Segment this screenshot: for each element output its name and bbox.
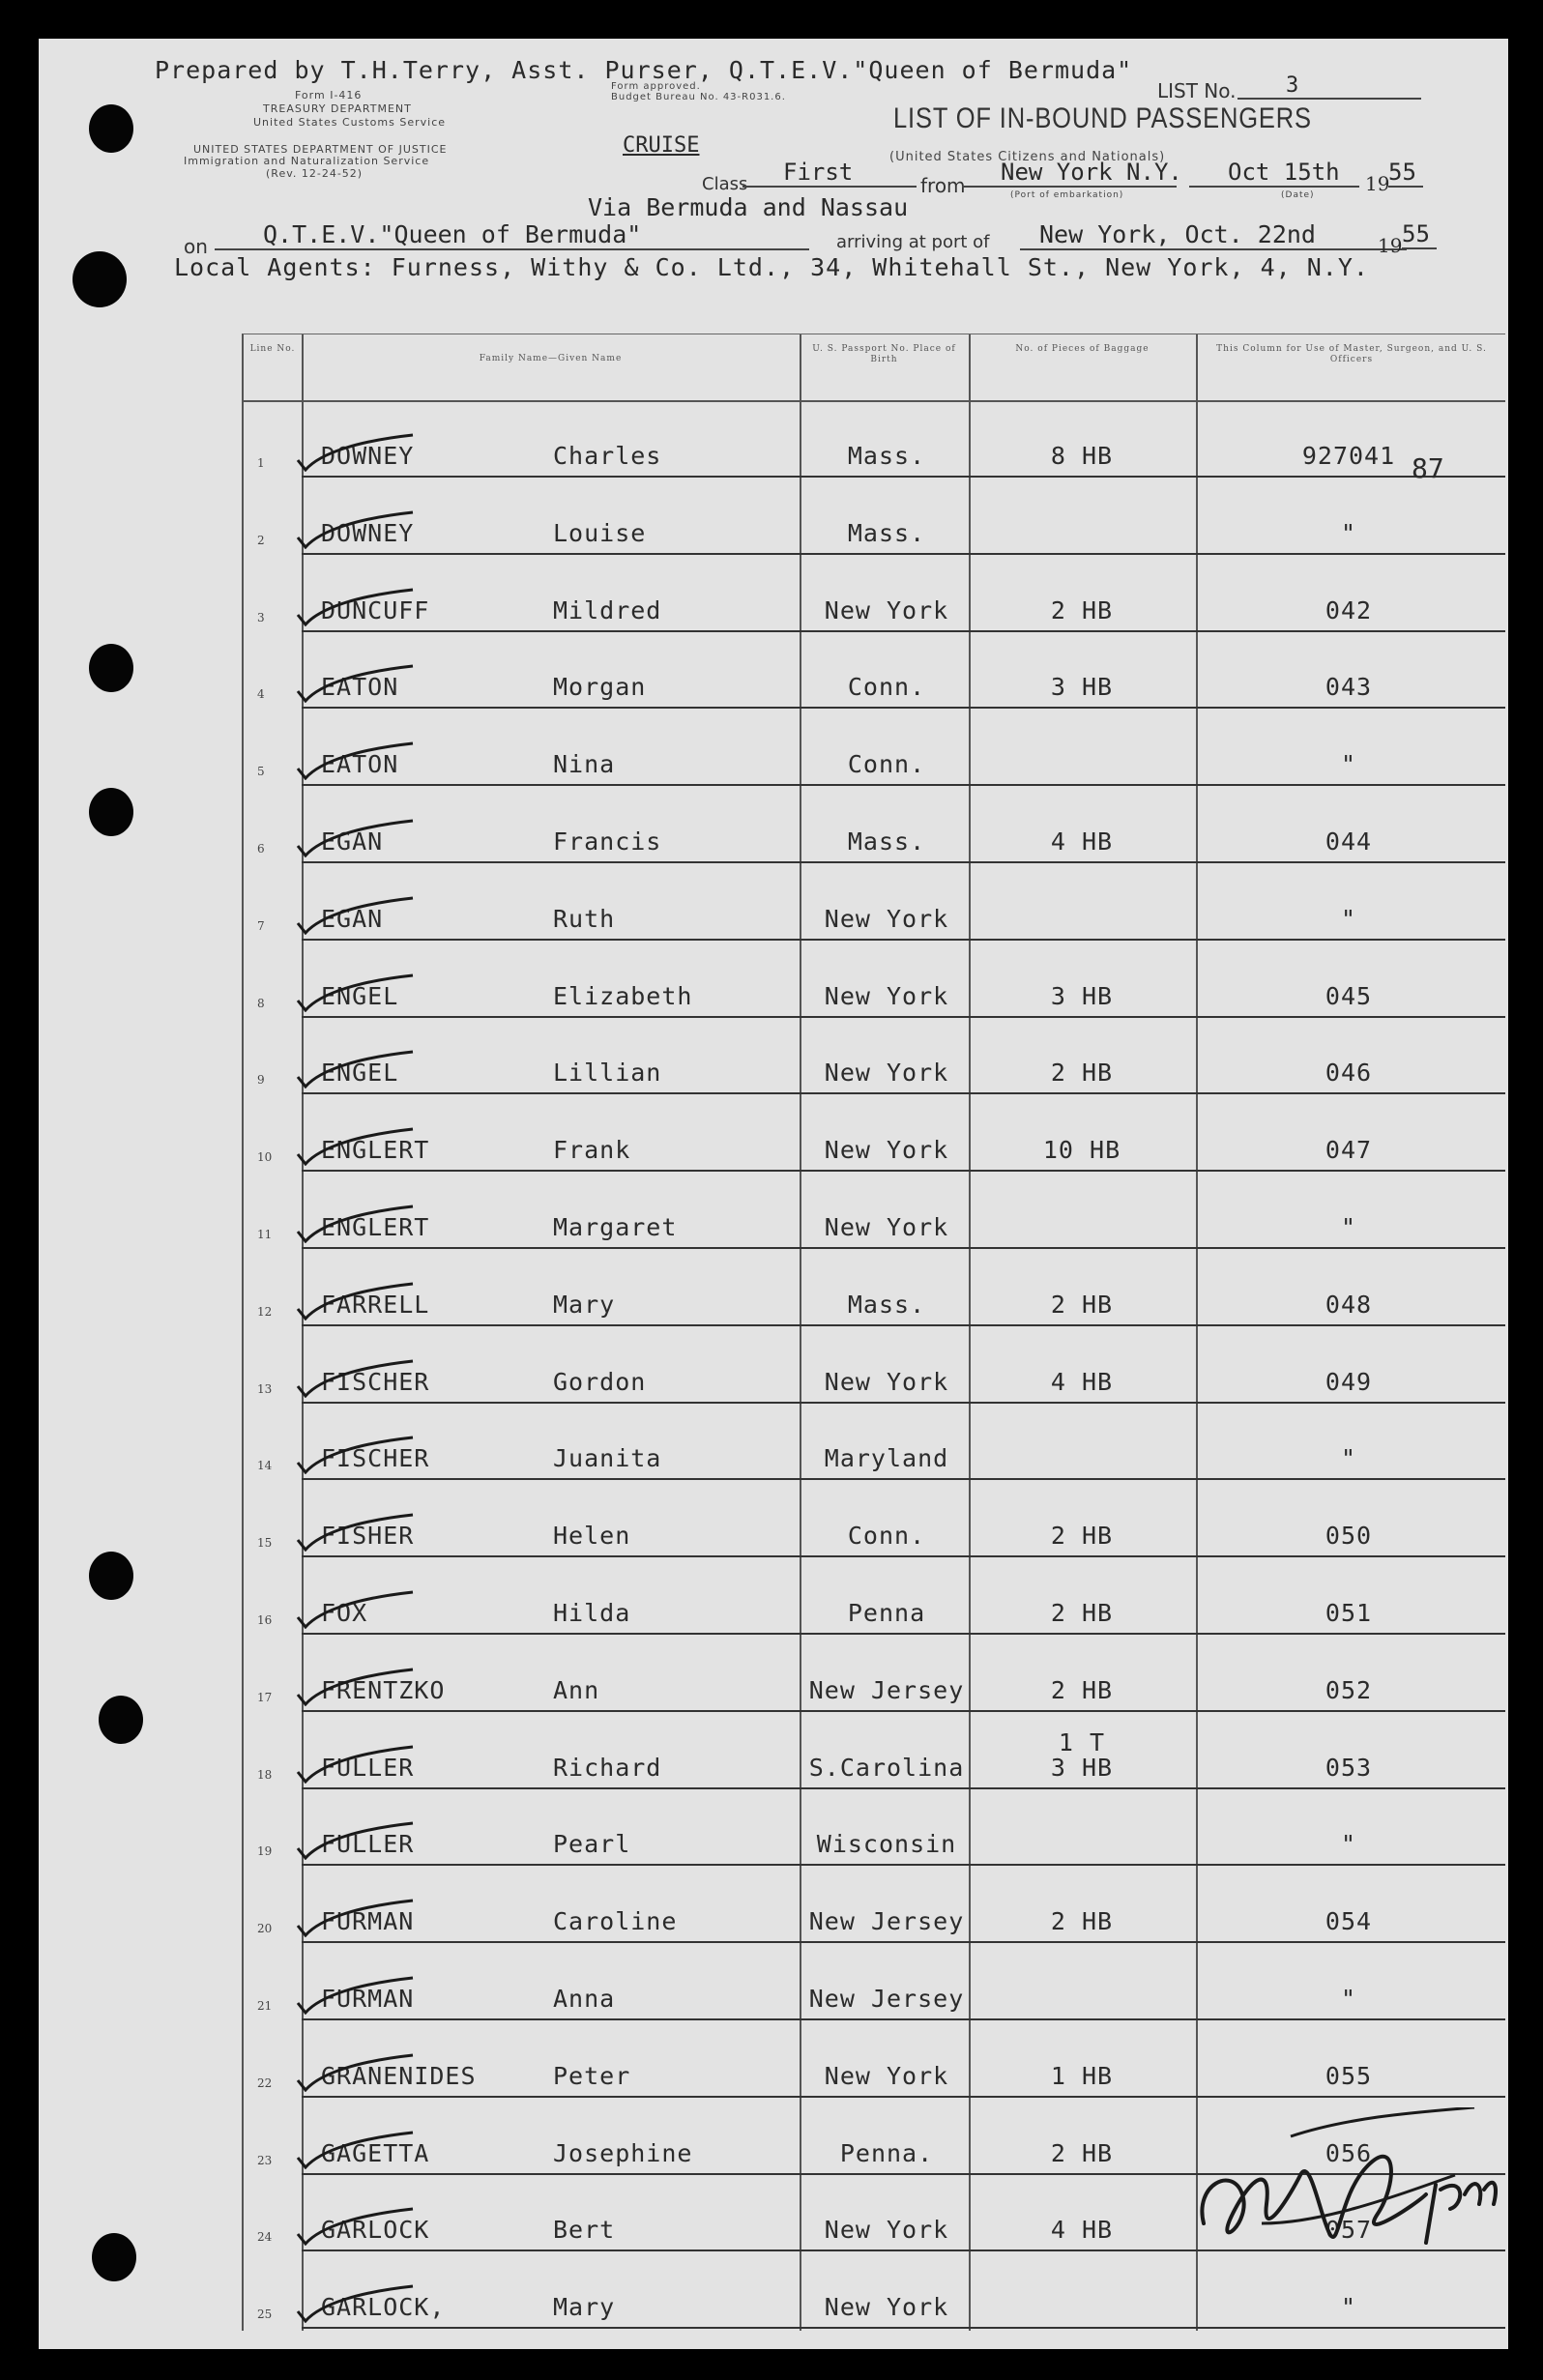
- check-mark-icon: [292, 1513, 418, 1552]
- arrival-port: New York, Oct. 22nd: [1020, 220, 1407, 250]
- family-name: FURMAN: [321, 1985, 415, 2013]
- family-name: ENGLERT: [321, 1213, 430, 1241]
- given-name: Mary: [553, 2293, 616, 2322]
- table-row: [244, 478, 1505, 555]
- officer-number: ": [1340, 1213, 1357, 1241]
- officer-number: 045: [1325, 981, 1373, 1010]
- family-name: EGAN: [321, 827, 384, 856]
- given-name: Peter: [553, 2061, 631, 2090]
- line-number: 24: [257, 2230, 273, 2245]
- given-name: Frank: [553, 1136, 631, 1165]
- check-mark-icon: [292, 1668, 418, 1706]
- baggage-count: 2 HB: [1050, 1290, 1114, 1319]
- officer-number: 048: [1325, 1290, 1373, 1319]
- check-mark-icon: [292, 973, 418, 1012]
- given-name: Juanita: [553, 1444, 662, 1473]
- line-number: 25: [257, 2307, 273, 2322]
- check-mark-icon: [292, 2053, 418, 2092]
- family-name: GARLOCK: [321, 2216, 430, 2245]
- punch-hole: [99, 1696, 143, 1744]
- given-name: Helen: [553, 1522, 631, 1551]
- given-name: Morgan: [553, 673, 647, 702]
- place-of-birth: New Jersey: [808, 1907, 965, 1936]
- line-number: 6: [257, 842, 265, 856]
- check-mark-icon: [292, 741, 418, 780]
- officer-number: ": [1340, 904, 1357, 933]
- form-approved: Form approved.: [611, 81, 701, 92]
- baggage-count: 3 HB: [1050, 673, 1114, 702]
- line-number: 3: [257, 610, 265, 624]
- family-name: ENGEL: [321, 981, 399, 1010]
- check-mark-icon: [292, 1359, 418, 1398]
- form-number: Form I-416: [295, 89, 363, 102]
- check-mark-icon: [292, 1976, 418, 2015]
- officer-number: 054: [1325, 1907, 1373, 1936]
- place-of-birth: New York: [824, 1136, 949, 1165]
- family-name: GRANENIDES: [321, 2061, 477, 2090]
- table-row: [244, 1172, 1505, 1249]
- place-of-birth: Penna: [847, 1599, 926, 1627]
- baggage-count: 4 HB: [1050, 1367, 1114, 1396]
- table-row: [244, 786, 1505, 863]
- place-of-birth: Wisconsin: [816, 1830, 957, 1859]
- table-row: [244, 631, 1505, 709]
- place-of-birth: Conn.: [847, 673, 926, 702]
- table-row: [244, 1326, 1505, 1404]
- baggage-count: 2 HB: [1050, 1059, 1114, 1088]
- line-number: 11: [257, 1228, 273, 1241]
- check-mark-icon: [292, 819, 418, 857]
- family-name: EGAN: [321, 904, 384, 933]
- given-name: Bert: [553, 2216, 616, 2245]
- officer-number: 043: [1325, 673, 1373, 702]
- header-name: Family Name—Given Name: [479, 354, 623, 363]
- on-label: on: [184, 235, 208, 258]
- document-page: [39, 39, 1508, 2349]
- given-name: Pearl: [553, 1830, 631, 1859]
- arrival-year: 55: [1402, 220, 1437, 249]
- family-name: DOWNEY: [321, 442, 415, 470]
- officer-number: 927041: [1301, 442, 1396, 470]
- check-mark-icon: [292, 1436, 418, 1474]
- given-name: Ruth: [553, 904, 616, 933]
- year-prefix-1: 19: [1365, 172, 1390, 195]
- from-port: New York N.Y.: [962, 159, 1177, 188]
- line-number: 19: [257, 1844, 273, 1859]
- officer-number: ": [1340, 750, 1357, 779]
- officer-number: 050: [1325, 1522, 1373, 1551]
- baggage-count-extra: 1 T: [1058, 1727, 1106, 1756]
- place-of-birth: Penna.: [839, 2138, 934, 2167]
- line-number: 4: [257, 687, 265, 702]
- check-mark-icon: [292, 1050, 418, 1088]
- baggage-count: 2 HB: [1050, 1907, 1114, 1936]
- check-mark-icon: [292, 664, 418, 703]
- officer-number: ": [1340, 2293, 1357, 2322]
- baggage-count: 2 HB: [1050, 1522, 1114, 1551]
- place-of-birth: Mass.: [847, 442, 926, 470]
- given-name: Josephine: [553, 2138, 693, 2167]
- given-name: Elizabeth: [553, 981, 693, 1010]
- family-name: DUNCUFF: [321, 595, 430, 624]
- check-mark-icon: [292, 433, 418, 472]
- check-mark-icon: [292, 1282, 418, 1321]
- table-row: [244, 2020, 1505, 2098]
- year-prefix-2: 19: [1378, 234, 1403, 257]
- departure-year: 55: [1388, 159, 1423, 188]
- from-label: from: [920, 174, 966, 197]
- line-number: 8: [257, 996, 265, 1010]
- place-of-birth: Mass.: [847, 827, 926, 856]
- given-name: Margaret: [553, 1213, 678, 1241]
- given-name: Francis: [553, 827, 662, 856]
- baggage-count: 8 HB: [1050, 442, 1114, 470]
- line-number: 13: [257, 1381, 273, 1396]
- arriving-label: arriving at port of: [836, 232, 990, 252]
- family-name: FULLER: [321, 1830, 415, 1859]
- departure-date: Oct 15th: [1189, 159, 1359, 188]
- given-name: Hilda: [553, 1599, 631, 1627]
- table-row: [244, 1403, 1505, 1480]
- family-name: ENGLERT: [321, 1136, 430, 1165]
- line-number: 7: [257, 918, 265, 933]
- place-of-birth: New York: [824, 981, 949, 1010]
- check-mark-icon: [292, 896, 418, 935]
- check-mark-icon: [292, 2284, 418, 2323]
- given-name: Charles: [553, 442, 662, 470]
- header-line-no: Line No.: [249, 344, 296, 354]
- officer-number: 056: [1325, 2138, 1373, 2167]
- family-name: FRENTZKO: [321, 1675, 446, 1704]
- family-name: FISHER: [321, 1522, 415, 1551]
- family-name: FARRELL: [321, 1290, 430, 1319]
- date-caption: (Date): [1281, 190, 1315, 200]
- place-of-birth: Conn.: [847, 750, 926, 779]
- place-of-birth: New Jersey: [808, 1675, 965, 1704]
- immigration-service: Immigration and Naturalization Service: [184, 155, 430, 167]
- table-row: [244, 1943, 1505, 2020]
- family-name: GAGETTA: [321, 2138, 430, 2167]
- list-number-label: LIST No.: [1157, 79, 1237, 102]
- baggage-count: 3 HB: [1050, 981, 1114, 1010]
- punch-hole: [92, 2233, 136, 2281]
- place-of-birth: New York: [824, 2216, 949, 2245]
- check-mark-icon: [292, 1590, 418, 1629]
- table-row: [244, 709, 1505, 786]
- place-of-birth: New York: [824, 2061, 949, 2090]
- table-row: [244, 400, 1505, 478]
- table-row: [244, 1788, 1505, 1866]
- line-number: 23: [257, 2153, 273, 2167]
- line-number: 10: [257, 1150, 273, 1165]
- family-name: EATON: [321, 673, 399, 702]
- family-name: DOWNEY: [321, 518, 415, 547]
- line-number: 9: [257, 1073, 265, 1088]
- check-mark-icon: [292, 510, 418, 549]
- officer-number: ": [1340, 1830, 1357, 1859]
- table-row: [244, 1866, 1505, 1943]
- punch-hole: [73, 251, 127, 307]
- table-row: [244, 555, 1505, 632]
- officer-number: ": [1340, 518, 1357, 547]
- officer-number: ": [1340, 1444, 1357, 1473]
- check-mark-icon: [292, 1899, 418, 1937]
- table-row: [244, 1480, 1505, 1557]
- given-name: Nina: [553, 750, 616, 779]
- given-name: Lillian: [553, 1059, 662, 1088]
- family-name: FOX: [321, 1599, 368, 1627]
- given-name: Mildred: [553, 595, 662, 624]
- given-name: Mary: [553, 1290, 616, 1319]
- check-mark-icon: [292, 1745, 418, 1784]
- header-officers: This Column for Use of Master, Surgeon, and U. S. Officers: [1216, 344, 1487, 364]
- line-number: 16: [257, 1613, 273, 1627]
- baggage-count: 4 HB: [1050, 2216, 1114, 2245]
- line-number: 18: [257, 1767, 273, 1782]
- line-number: 2: [257, 533, 265, 547]
- prepared-by-line: Prepared by T.H.Terry, Asst. Purser, Q.T.E.V."Queen of Bermuda": [155, 56, 1133, 84]
- baggage-count: 2 HB: [1050, 595, 1114, 624]
- family-name: FURMAN: [321, 1907, 415, 1936]
- line-number: 5: [257, 765, 265, 779]
- officer-number: 046: [1325, 1059, 1373, 1088]
- baggage-count: 1 HB: [1050, 2061, 1114, 2090]
- line-number: 15: [257, 1536, 273, 1551]
- place-of-birth: New York: [824, 2293, 949, 2322]
- officer-number: 044: [1325, 827, 1373, 856]
- baggage-count: 3 HB: [1050, 1753, 1114, 1782]
- table-row: [244, 863, 1505, 941]
- table-row: [244, 941, 1505, 1018]
- form-revision: (Rev. 12-24-52): [266, 167, 364, 180]
- family-name: FISCHER: [321, 1444, 430, 1473]
- given-name: Ann: [553, 1675, 600, 1704]
- line-number: 21: [257, 1999, 273, 2013]
- check-mark-icon: [292, 1127, 418, 1166]
- baggage-count: 2 HB: [1050, 1599, 1114, 1627]
- place-of-birth: New York: [824, 904, 949, 933]
- place-of-birth: New York: [824, 1213, 949, 1241]
- family-name: FULLER: [321, 1753, 415, 1782]
- check-mark-icon: [292, 1821, 418, 1860]
- header-baggage: No. of Pieces of Baggage: [1015, 344, 1150, 354]
- place-of-birth: Conn.: [847, 1522, 926, 1551]
- baggage-count: 10 HB: [1042, 1136, 1121, 1165]
- place-of-birth: New York: [824, 1059, 949, 1088]
- cruise-label: CRUISE: [623, 133, 700, 158]
- officer-number: 047: [1325, 1136, 1373, 1165]
- family-name: EATON: [321, 750, 399, 779]
- table-row: [244, 1017, 1505, 1094]
- officer-number: ": [1340, 1985, 1357, 2013]
- list-title: LIST OF IN-BOUND PASSENGERS: [893, 102, 1312, 134]
- officer-number: 057: [1325, 2216, 1373, 2245]
- place-of-birth: New Jersey: [808, 1985, 965, 2013]
- officer-number: 053: [1325, 1753, 1373, 1782]
- family-name: ENGEL: [321, 1059, 399, 1088]
- customs-service: United States Customs Service: [253, 116, 447, 129]
- given-name: Richard: [553, 1753, 662, 1782]
- check-mark-icon: [292, 1205, 418, 1243]
- vessel-name: Q.T.E.V."Queen of Bermuda": [215, 220, 809, 250]
- table-row: [244, 1094, 1505, 1172]
- line-number: 22: [257, 2075, 273, 2090]
- list-number: 3: [1237, 73, 1421, 100]
- header-place: U. S. Passport No. Place of Birth: [812, 344, 956, 364]
- place-of-birth: New York: [824, 1367, 949, 1396]
- place-of-birth: New York: [824, 595, 949, 624]
- port-caption: (Port of embarkation): [1010, 190, 1124, 200]
- handwritten-signature: [1175, 2107, 1503, 2272]
- family-name: GARLOCK,: [321, 2293, 446, 2322]
- baggage-count: 4 HB: [1050, 827, 1114, 856]
- place-of-birth: Mass.: [847, 518, 926, 547]
- officer-number: 051: [1325, 1599, 1373, 1627]
- given-name: Caroline: [553, 1907, 678, 1936]
- place-of-birth: S.Carolina: [808, 1753, 965, 1782]
- punch-hole: [89, 1552, 133, 1600]
- budget-bureau: Budget Bureau No. 43-R031.6.: [611, 92, 786, 102]
- table-row: [244, 1635, 1505, 1712]
- passenger-table: [242, 334, 1505, 2331]
- family-name: FISCHER: [321, 1367, 430, 1396]
- baggage-count: 2 HB: [1050, 2138, 1114, 2167]
- line-number: 1: [257, 456, 265, 470]
- check-mark-icon: [292, 2131, 418, 2169]
- punch-hole: [89, 788, 133, 836]
- class-label: Class: [702, 174, 748, 194]
- place-of-birth: Maryland: [824, 1444, 949, 1473]
- line-number: 12: [257, 1304, 273, 1319]
- route-via: Via Bermuda and Nassau: [588, 193, 909, 221]
- row-rule: [302, 2327, 1505, 2329]
- officer-number: 049: [1325, 1367, 1373, 1396]
- officer-number: 042: [1325, 595, 1373, 624]
- punch-hole: [89, 644, 133, 692]
- given-name: Anna: [553, 1985, 616, 2013]
- class-value: First: [742, 159, 917, 188]
- check-mark-icon: [292, 2207, 418, 2246]
- given-name: Gordon: [553, 1367, 647, 1396]
- officer-number: 055: [1325, 2061, 1373, 2090]
- officer-number: 052: [1325, 1675, 1373, 1704]
- table-row: [244, 1557, 1505, 1635]
- local-agents: Local Agents: Furness, Withy & Co. Ltd., 34, Whitehall St., New York, 4, N.Y.: [174, 253, 1369, 281]
- page-number: 87: [1412, 452, 1444, 484]
- line-number: 17: [257, 1690, 273, 1704]
- table-row: [244, 1712, 1505, 1789]
- treasury-department: TREASURY DEPARTMENT: [263, 102, 412, 115]
- punch-hole: [89, 104, 133, 153]
- check-mark-icon: [292, 588, 418, 626]
- given-name: Louise: [553, 518, 647, 547]
- baggage-count: 2 HB: [1050, 1675, 1114, 1704]
- line-number: 20: [257, 1922, 273, 1936]
- department-of-justice: UNITED STATES DEPARTMENT OF JUSTICE: [193, 143, 448, 156]
- table-row: [244, 1249, 1505, 1326]
- line-number: 14: [257, 1459, 273, 1473]
- place-of-birth: Mass.: [847, 1290, 926, 1319]
- list-subtitle: (United States Citizens and Nationals): [889, 150, 1166, 164]
